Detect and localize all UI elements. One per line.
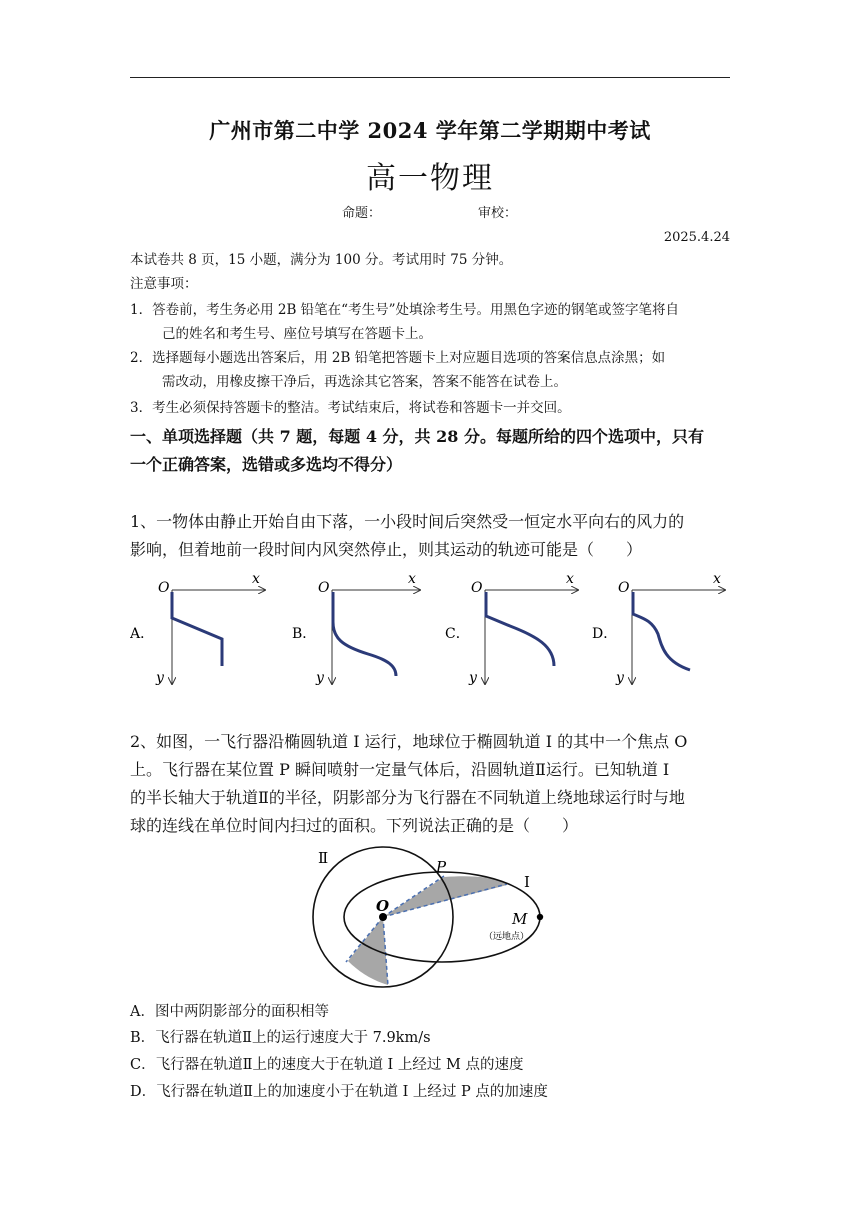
exam-intro: 本试卷共 8 页，15 小题，满分为 100 分。考试用时 75 分钟。 xyxy=(130,252,513,268)
note-number: 3． xyxy=(130,400,153,416)
q1-option-a-label: A． xyxy=(130,626,155,642)
axis-y-label: y xyxy=(316,670,324,686)
note-number: 1． xyxy=(130,302,153,318)
axis-x-label: x xyxy=(408,571,416,587)
apogee-point-m xyxy=(537,914,543,920)
notes-heading: 注意事项： xyxy=(130,276,198,292)
header-rule xyxy=(130,77,730,78)
axis-y-label: y xyxy=(156,670,164,686)
axis-x-label: x xyxy=(713,571,721,587)
q2-stem-line3: 的半长轴大于轨道Ⅱ的半径，阴影部分为飞行器在不同轨道上绕地球运行时与地 xyxy=(130,788,685,807)
label-orbit-ii: Ⅱ xyxy=(318,849,329,867)
label-point-m: M xyxy=(512,910,528,928)
q1-option-c-graph xyxy=(468,571,578,686)
q2-option-b: B．飞行器在轨道Ⅱ上的运行速度大于 7.9km/s xyxy=(130,1030,431,1046)
section-heading-line1: 一、单项选择题（共 7 题，每题 4 分，共 28 分。每题所给的四个选项中，只有 xyxy=(130,427,704,446)
note-item-1 xyxy=(130,298,730,322)
axis-x-label: x xyxy=(566,571,574,587)
note-text: 答卷前，考生务必用 2B 铅笔在“考生号”处填涂考生号。用黑色字迹的钢笔或签字笔将自 xyxy=(152,302,679,318)
note-item-2 xyxy=(130,346,730,370)
exam-date: 2025.4.24 xyxy=(663,230,730,245)
q1-stem-line1: 1、一物体由静止开始自由下落，一小段时间后突然受一恒定水平向右的风力的 xyxy=(130,512,685,531)
axis-y-label: y xyxy=(469,670,477,686)
label-apogee: （远地点） xyxy=(484,932,530,942)
axis-origin-label: O xyxy=(318,580,330,596)
q1-option-a-graph xyxy=(155,571,265,686)
shaded-sector-orbit-1 xyxy=(383,876,507,917)
q2-option-d: D．飞行器在轨道Ⅱ上的加速度小于在轨道 I 上经过 P 点的加速度 xyxy=(130,1084,548,1100)
label-point-o: O xyxy=(376,897,390,915)
reviewer-label: 审校： xyxy=(478,206,518,221)
label-orbit-i: I xyxy=(524,873,530,891)
q1-option-graphs xyxy=(130,566,740,691)
q1-option-c-label: C． xyxy=(445,626,470,642)
axis-y-label: y xyxy=(616,670,624,686)
axis-origin-label: O xyxy=(471,580,483,596)
note-text: 考生必须保持答题卡的整洁。考试结束后，将试卷和答题卡一并交回。 xyxy=(152,400,571,416)
axis-origin-label: O xyxy=(618,580,630,596)
note-item-2-cont: 需改动，用橡皮擦干净后，再选涂其它答案，答案不能答在试卷上。 xyxy=(162,374,567,390)
q1-option-b-graph xyxy=(315,571,420,686)
author-label: 命题： xyxy=(342,206,382,221)
q1-stem-line2: 影响，但着地前一段时间内风突然停止，则其运动的轨迹可能是（ ） xyxy=(130,540,643,559)
section-heading-line2: 一个正确答案，选错或多选均不得分） xyxy=(130,455,403,474)
note-item-1-cont: 己的姓名和考生号、座位号填写在答题卡上。 xyxy=(162,326,432,342)
q1-option-d-graph xyxy=(615,571,725,686)
q2-option-a: A．图中两阴影部分的面积相等 xyxy=(130,1004,329,1020)
shaded-sector-orbit-2 xyxy=(348,917,388,985)
exam-title: 广州市第二中学 2024 学年第二学期期中考试 xyxy=(209,118,651,143)
note-number: 2． xyxy=(130,350,153,366)
note-text: 选择题每小题选出答案后，用 2B 铅笔把答题卡上对应题目选项的答案信息点涂黑；如 xyxy=(152,350,666,366)
q2-orbit-figure xyxy=(300,845,560,995)
q1-option-d-label: D． xyxy=(592,626,618,642)
axis-origin-label: O xyxy=(158,580,170,596)
q2-stem-line4: 球的连线在单位时间内扫过的面积。下列说法正确的是（ ） xyxy=(130,816,579,835)
exam-subject: 高一物理 xyxy=(366,161,494,196)
q1-option-b-label: B． xyxy=(292,626,317,642)
q2-stem-line1: 2、如图，一飞行器沿椭圆轨道 I 运行，地球位于椭圆轨道 I 的其中一个焦点 O xyxy=(130,732,688,751)
q2-stem-line2: 上。飞行器在某位置 P 瞬间喷射一定量气体后，沿圆轨道Ⅱ运行。已知轨道 I xyxy=(130,760,670,779)
label-point-p: P xyxy=(436,858,447,876)
note-item-3 xyxy=(130,396,730,420)
axis-x-label: x xyxy=(252,571,260,587)
q2-option-c: C．飞行器在轨道Ⅱ上的速度大于在轨道 I 上经过 M 点的速度 xyxy=(130,1057,524,1073)
